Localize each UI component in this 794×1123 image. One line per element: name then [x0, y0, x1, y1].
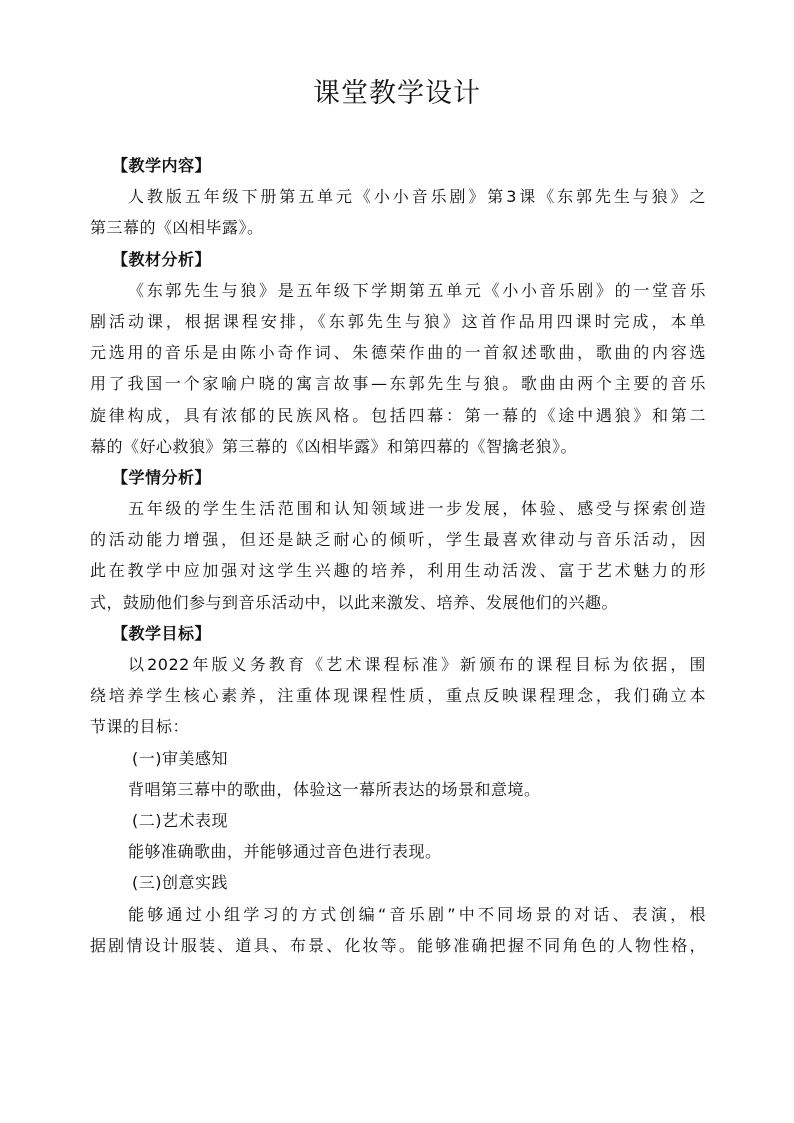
paragraph-line: 节课的目标：	[90, 717, 190, 737]
section-heading-material: 【教材分析】	[112, 249, 212, 269]
section-heading-students: 【学情分析】	[112, 467, 212, 487]
paragraph-line: 此在教学中应加强对这学生兴趣的培养，利用生动活泼、富于艺术魅力的形	[90, 561, 706, 581]
goal-text-line: 能够准确歌曲，并能够通过音色进行表现。	[128, 842, 442, 862]
paragraph-line: 绕培养学生核心素养，注重体现课程性质，重点反映课程理念，我们确立本	[90, 686, 706, 706]
goal-text-line: 能够通过小组学习的方式创编“音乐剧”中不同场景的对话、表演，根	[128, 904, 706, 924]
paragraph-line: 旋律构成，具有浓郁的民族风格。包括四幕：第一幕的《途中遇狼》和第二	[90, 405, 706, 425]
paragraph-line: 用了我国一个家喻户晓的寓言故事—东郭先生与狼。歌曲由两个主要的音乐	[90, 374, 706, 394]
goal-label-aesthetic: (一)审美感知	[132, 748, 228, 768]
document-body	[90, 150, 706, 961]
section-heading-goals: 【教学目标】	[112, 623, 212, 643]
paragraph-line: 《东郭先生与狼》是五年级下学期第五单元《小小音乐剧》的一堂音乐	[128, 280, 706, 300]
section-heading-content: 【教学内容】	[112, 156, 212, 175]
paragraph-line: 以2022年版义务教育《艺术课程标准》新颁布的课程目标为依据，围	[128, 655, 706, 674]
goal-label-expression: (二)艺术表现	[132, 810, 228, 830]
goal-label-creative: (三)创意实践	[132, 873, 228, 893]
paragraph-line: 剧活动课，根据课程安排，《东郭先生与狼》这首作品用四课时完成，本单	[90, 311, 706, 331]
paragraph-line: 人教版五年级下册第五单元《小小音乐剧》第3课《东郭先生与狼》之	[128, 187, 706, 207]
paragraph-line: 元选用的音乐是由陈小奇作词、朱德荣作曲的一首叙述歌曲，歌曲的内容选	[90, 343, 706, 363]
paragraph-line: 式，鼓励他们参与到音乐活动中，以此来激发、培养、发展他们的兴趣。	[90, 592, 619, 612]
paragraph-line: 幕的《好心救狼》第三幕的《凶相毕露》和第四幕的《智擒老狼》。	[90, 436, 578, 456]
paragraph-line: 五年级的学生生活范围和认知领域进一步发展，体验、感受与探索创造	[128, 499, 706, 519]
paragraph-line: 第三幕的《凶相毕露》。	[90, 218, 264, 238]
page-title: 课堂教学设计	[313, 78, 481, 109]
paragraph-line: 的活动能力增强，但还是缺乏耐心的倾听，学生最喜欢律动与音乐活动，因	[90, 530, 706, 550]
goal-text-line: 背唱第三幕中的歌曲，体验这一幕所表达的场景和意境。	[128, 779, 541, 799]
goal-text-line: 据剧情设计服装、道具、布景、化妆等。能够准确把握不同角色的人物性格，	[90, 935, 706, 955]
